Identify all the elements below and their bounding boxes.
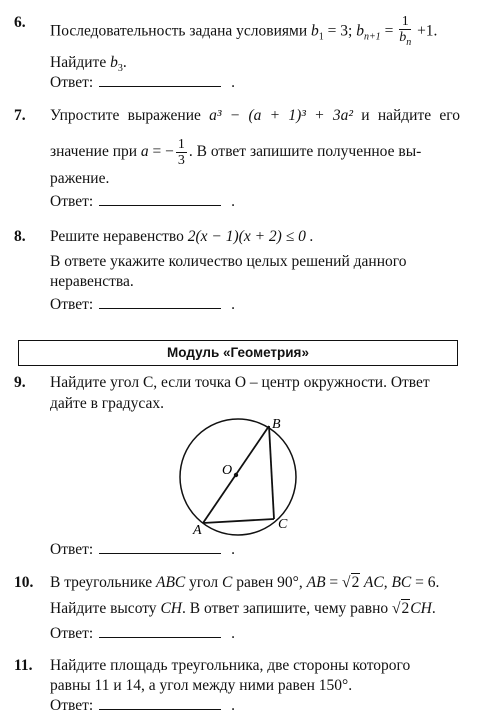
problem-9-number: 9. bbox=[14, 374, 26, 391]
answer-field-10[interactable] bbox=[99, 625, 221, 638]
problem-7-number: 7. bbox=[14, 107, 26, 124]
center-point bbox=[234, 473, 238, 477]
problem-6-answer: Ответ: . bbox=[50, 74, 236, 91]
answer-label: Ответ: bbox=[50, 625, 94, 642]
problem-8-line-1: Решите неравенство 2(x − 1)(x + 2) ≤ 0 . bbox=[50, 228, 314, 245]
answer-label: Ответ: bbox=[50, 541, 94, 558]
label-B: B bbox=[272, 417, 281, 432]
answer-field-11[interactable] bbox=[99, 697, 221, 710]
problem-9-line-1: Найдите угол C, если точка O – центр окружности. Ответ bbox=[50, 374, 430, 391]
problem-10-line-2: Найдите высоту CH. В ответ запишите, чему равно √2CH. bbox=[50, 600, 436, 617]
problem-8-line-2: В ответе укажите количество целых решений данного bbox=[50, 253, 407, 270]
problem-10-line-1: В треугольнике ABC угол C равен 90°, AB = √2 AC, BC = 6. bbox=[50, 574, 440, 591]
inequality: 2(x − 1)(x + 2) ≤ 0 . bbox=[187, 228, 314, 245]
problem-11-line-1: Найдите площадь треугольника, две стороны которого bbox=[50, 657, 411, 674]
problem-11-answer: Ответ: . bbox=[50, 697, 236, 714]
problem-6-statement: Последовательность задана условиями $b_1 = 3$; $b_{n+1}$ = $\frac{1}{b_n}$ +1. bbox=[50, 14, 438, 48]
label-C: C bbox=[278, 517, 288, 532]
answer-label: Ответ: bbox=[50, 193, 94, 210]
side-AC bbox=[203, 519, 274, 523]
side-BC bbox=[269, 426, 274, 519]
answer-field-9[interactable] bbox=[99, 541, 221, 554]
problem-9-line-2: дайте в градусах. bbox=[50, 395, 164, 412]
problem-6-number: 6. bbox=[14, 14, 26, 31]
problem-9-answer: Ответ: . bbox=[50, 541, 236, 558]
answer-field-7[interactable] bbox=[99, 193, 221, 206]
expression: a³ − (a + 1)³ + 3a² bbox=[209, 107, 354, 124]
problem-7-line-1: Упростите выражение a³ − (a + 1)³ + 3a² и найдите его bbox=[50, 107, 460, 124]
answer-label: Ответ: bbox=[50, 697, 94, 714]
fraction-1-over-bn: $\frac{1}{b_n}$ bbox=[399, 14, 412, 48]
answer-field-8[interactable] bbox=[99, 296, 221, 309]
problem-10-answer: Ответ: . bbox=[50, 625, 236, 642]
problem-8-line-3: неравенства. bbox=[50, 273, 134, 290]
problem-7-line-2: значение при a = − $\frac{1}{3}$ . В ответ запишите полученное вы- bbox=[50, 137, 422, 168]
problem-8-answer: Ответ: . bbox=[50, 296, 236, 313]
circle-diagram bbox=[0, 412, 482, 542]
sqrt-2: √2 bbox=[392, 600, 410, 617]
answer-field-6[interactable] bbox=[99, 74, 221, 87]
problem-7-line-3: ражение. bbox=[50, 170, 110, 187]
answer-label: Ответ: bbox=[50, 296, 94, 313]
label-A: A bbox=[193, 523, 202, 538]
label-O: O bbox=[222, 463, 233, 478]
problem-11-line-2: равны 11 и 14, а угол между ними равен 150°. bbox=[50, 677, 353, 694]
sqrt-2: √2 bbox=[342, 574, 360, 591]
problem-7-answer: Ответ: . bbox=[50, 193, 236, 210]
answer-label: Ответ: bbox=[50, 74, 94, 91]
module-geometry-header: Модуль «Геометрия» bbox=[18, 340, 458, 366]
problem-11-number: 11. bbox=[14, 657, 33, 674]
fraction-1-over-3: $\frac{1}{3}$ bbox=[177, 137, 185, 168]
problem-8-number: 8. bbox=[14, 228, 26, 245]
problem-6-task: Найдите $b_3$. bbox=[50, 54, 127, 75]
problem-10-number: 10. bbox=[14, 574, 34, 591]
